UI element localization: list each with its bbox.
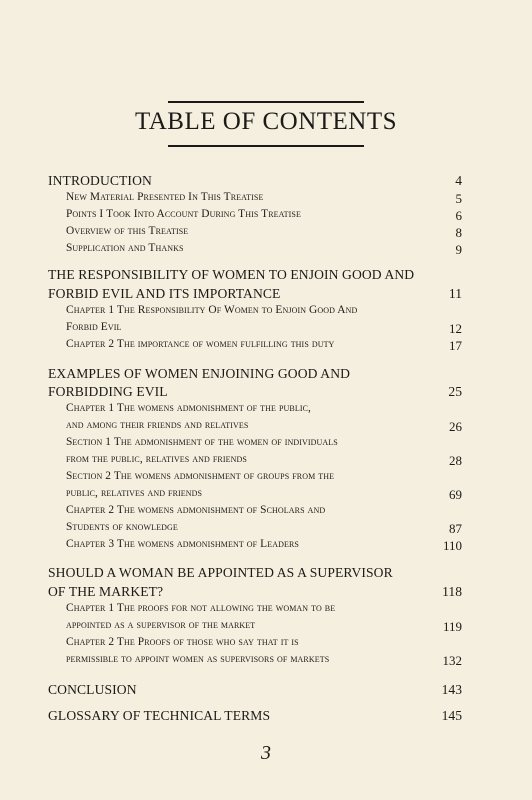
toc-entry-text: Chapter 2 The womens admonishment of Scholars and xyxy=(66,504,326,516)
toc-entry-page-number: 28 xyxy=(449,453,462,468)
toc-entry-text: Section 1 The admonishment of the women of individuals xyxy=(66,436,338,448)
toc-entry-page-number: 69 xyxy=(449,487,462,502)
toc-entry-text: Chapter 1 The proofs for not allowing the woman to be xyxy=(66,602,336,614)
toc-entry-text: INTRODUCTION xyxy=(48,173,152,188)
toc-entry-text: Students of knowledge xyxy=(66,521,178,533)
toc-entry-text: Points I Took Into Account During This Treatise xyxy=(66,208,301,220)
toc-entry-text: permissible to appoint women as supervisors of markets xyxy=(66,653,330,665)
toc-entry-page-number: 4 xyxy=(455,173,462,188)
toc-entry-page-number: 118 xyxy=(442,584,462,599)
toc-entry-page-number: 8 xyxy=(455,225,462,240)
toc-entry-page-number: 26 xyxy=(449,419,462,434)
toc-entry-page-number: 145 xyxy=(441,708,462,723)
toc-entry-text: SHOULD A WOMAN BE APPOINTED AS A SUPERVISOR xyxy=(48,565,393,580)
toc-entry-text: public, relatives and friends xyxy=(66,487,203,499)
toc-entry-page-number: 110 xyxy=(442,538,462,553)
toc-entry-text: THE RESPONSIBILITY OF WOMEN TO ENJOIN GOOD AND xyxy=(48,267,415,282)
toc-entry-page-number: 11 xyxy=(448,286,462,301)
toc-entry-text: Chapter 3 The womens admonishment of Leaders xyxy=(66,538,299,550)
toc-entry-page-number: 143 xyxy=(441,682,462,697)
toc-entry-text: FORBIDDING EVIL xyxy=(48,384,168,399)
toc-entry-page-number: 6 xyxy=(455,208,462,223)
toc-entry-text: FORBID EVIL AND ITS IMPORTANCE xyxy=(48,286,281,301)
toc-entry-text: Chapter 2 The importance of women fulfilling this duty xyxy=(66,338,335,350)
toc-entry-text: New Material Presented In This Treatise xyxy=(66,191,264,203)
toc-entry-text: Chapter 1 The womens admonishment of the public, xyxy=(66,402,311,414)
toc-entry-page-number: 25 xyxy=(448,384,462,399)
toc-entry-text: OF THE MARKET? xyxy=(48,584,164,599)
toc-entry-text: CONCLUSION xyxy=(48,682,137,697)
toc-entry-text: Section 2 The womens admonishment of groups from the xyxy=(66,470,335,482)
toc-entry-page-number: 132 xyxy=(442,653,462,668)
toc-entry-page-number: 5 xyxy=(455,191,462,206)
toc-entry-page-number: 9 xyxy=(455,242,462,257)
toc-entry-text: Forbid Evil xyxy=(66,321,122,333)
toc-entry-text: Chapter 1 The Responsibility Of Women to Enjoin Good And xyxy=(66,304,358,316)
toc-entry-page-number: 12 xyxy=(449,321,462,336)
toc-entry-page-number: 17 xyxy=(449,338,462,353)
toc-entry-text: Overview of this Treatise xyxy=(66,225,189,237)
toc-entry-text: GLOSSARY OF TECHNICAL TERMS xyxy=(48,708,271,723)
toc-entry-text: EXAMPLES OF WOMEN ENJOINING GOOD AND xyxy=(48,366,351,381)
title-rule-top xyxy=(168,101,364,103)
toc-entry-page-number: 119 xyxy=(442,619,462,634)
page-title: TABLE OF CONTENTS xyxy=(134,108,398,135)
page-number: 3 xyxy=(261,742,271,764)
toc-entry-text: appointed as a supervisor of the market xyxy=(66,619,256,631)
toc-entry-text: Chapter 2 The Proofs of those who say that it is xyxy=(66,636,299,648)
toc-entry-text: and among their friends and relatives xyxy=(66,419,249,431)
toc-entry-text: Supplication and Thanks xyxy=(66,242,184,254)
title-rule-bottom xyxy=(168,145,364,147)
toc-entry-text: from the public, relatives and friends xyxy=(66,453,247,465)
toc-entry-page-number: 87 xyxy=(449,521,462,536)
